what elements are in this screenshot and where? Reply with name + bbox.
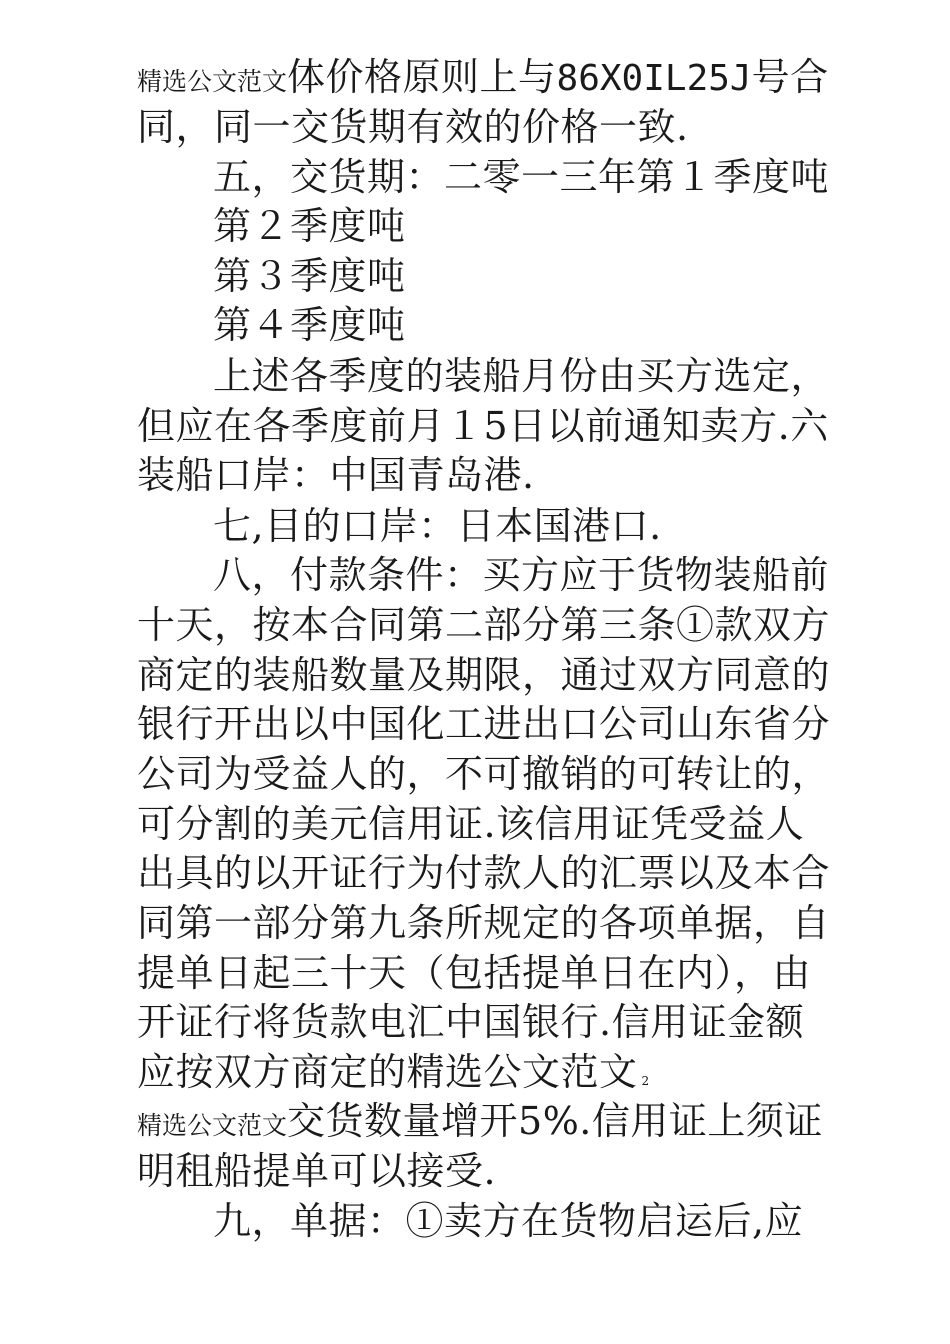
page-header-label: 精选公文范文 (137, 67, 288, 96)
text-line-13: 商定的装船数量及期限，通过双方同意的 (137, 653, 831, 697)
page-2-header-label: 精选公文范文 (137, 1111, 288, 1140)
text-line-17: 出具的以开证行为付款人的汇票以及本合 (137, 851, 831, 895)
text-line-4: 第２季度吨 (213, 204, 406, 248)
text-line-10: 七,目的口岸：日本国港口. (213, 504, 662, 548)
text-line-1 (137, 53, 829, 102)
text-line-3: 五，交货期：二零一三年第１季度吨 (213, 155, 830, 199)
text-line-18: 同第一部分第九条所规定的各项单据，自 (137, 901, 831, 945)
text-line-23: 明租船提单可以接受. (137, 1149, 497, 1193)
line-1-text-a: 体价格原则上与 (287, 55, 557, 99)
page-2-line-1-text: 交货数量增开5%.信用证上须证 (287, 1099, 823, 1143)
text-line-16: 可分割的美元信用证.该信用证凭受益人 (137, 802, 805, 846)
text-line-9: 装船口岸：中国青岛港. (137, 453, 535, 497)
text-line-2: 同，同一交货期有效的价格一致. (137, 105, 689, 149)
text-line-5: 第３季度吨 (213, 254, 406, 298)
text-line-15: 公司为受益人的，不可撤销的可转让的， (137, 752, 831, 796)
contract-code: 86X0IL25J (556, 58, 752, 99)
line-21-text: 应按双方商定的精选公文范文 (137, 1050, 638, 1094)
text-line-8: 但应在各季度前月１5日以前通知卖方.六 (137, 404, 829, 448)
page-number: 2 (641, 1074, 650, 1088)
text-line-11: 八，付款条件：买方应于货物装船前 (213, 553, 830, 597)
text-line-22 (137, 1097, 823, 1146)
text-line-14: 银行开出以中国化工进出口公司山东省分 (137, 702, 831, 746)
line-1-text-b: 号合 (751, 55, 829, 99)
text-line-12: 十天，按本合同第二部分第三条①款双方 (137, 603, 831, 647)
text-line-7: 上述各季度的装船月份由买方选定， (213, 354, 830, 398)
text-line-6: 第４季度吨 (213, 303, 406, 347)
text-line-19: 提单日起三十天（包括提单日在内），由 (137, 951, 812, 995)
text-line-24: 九，单据：①卖方在货物启运后,应 (213, 1199, 804, 1243)
text-line-21 (137, 1048, 650, 1097)
text-line-20: 开证行将货款电汇中国银行.信用证金额 (137, 1000, 805, 1044)
